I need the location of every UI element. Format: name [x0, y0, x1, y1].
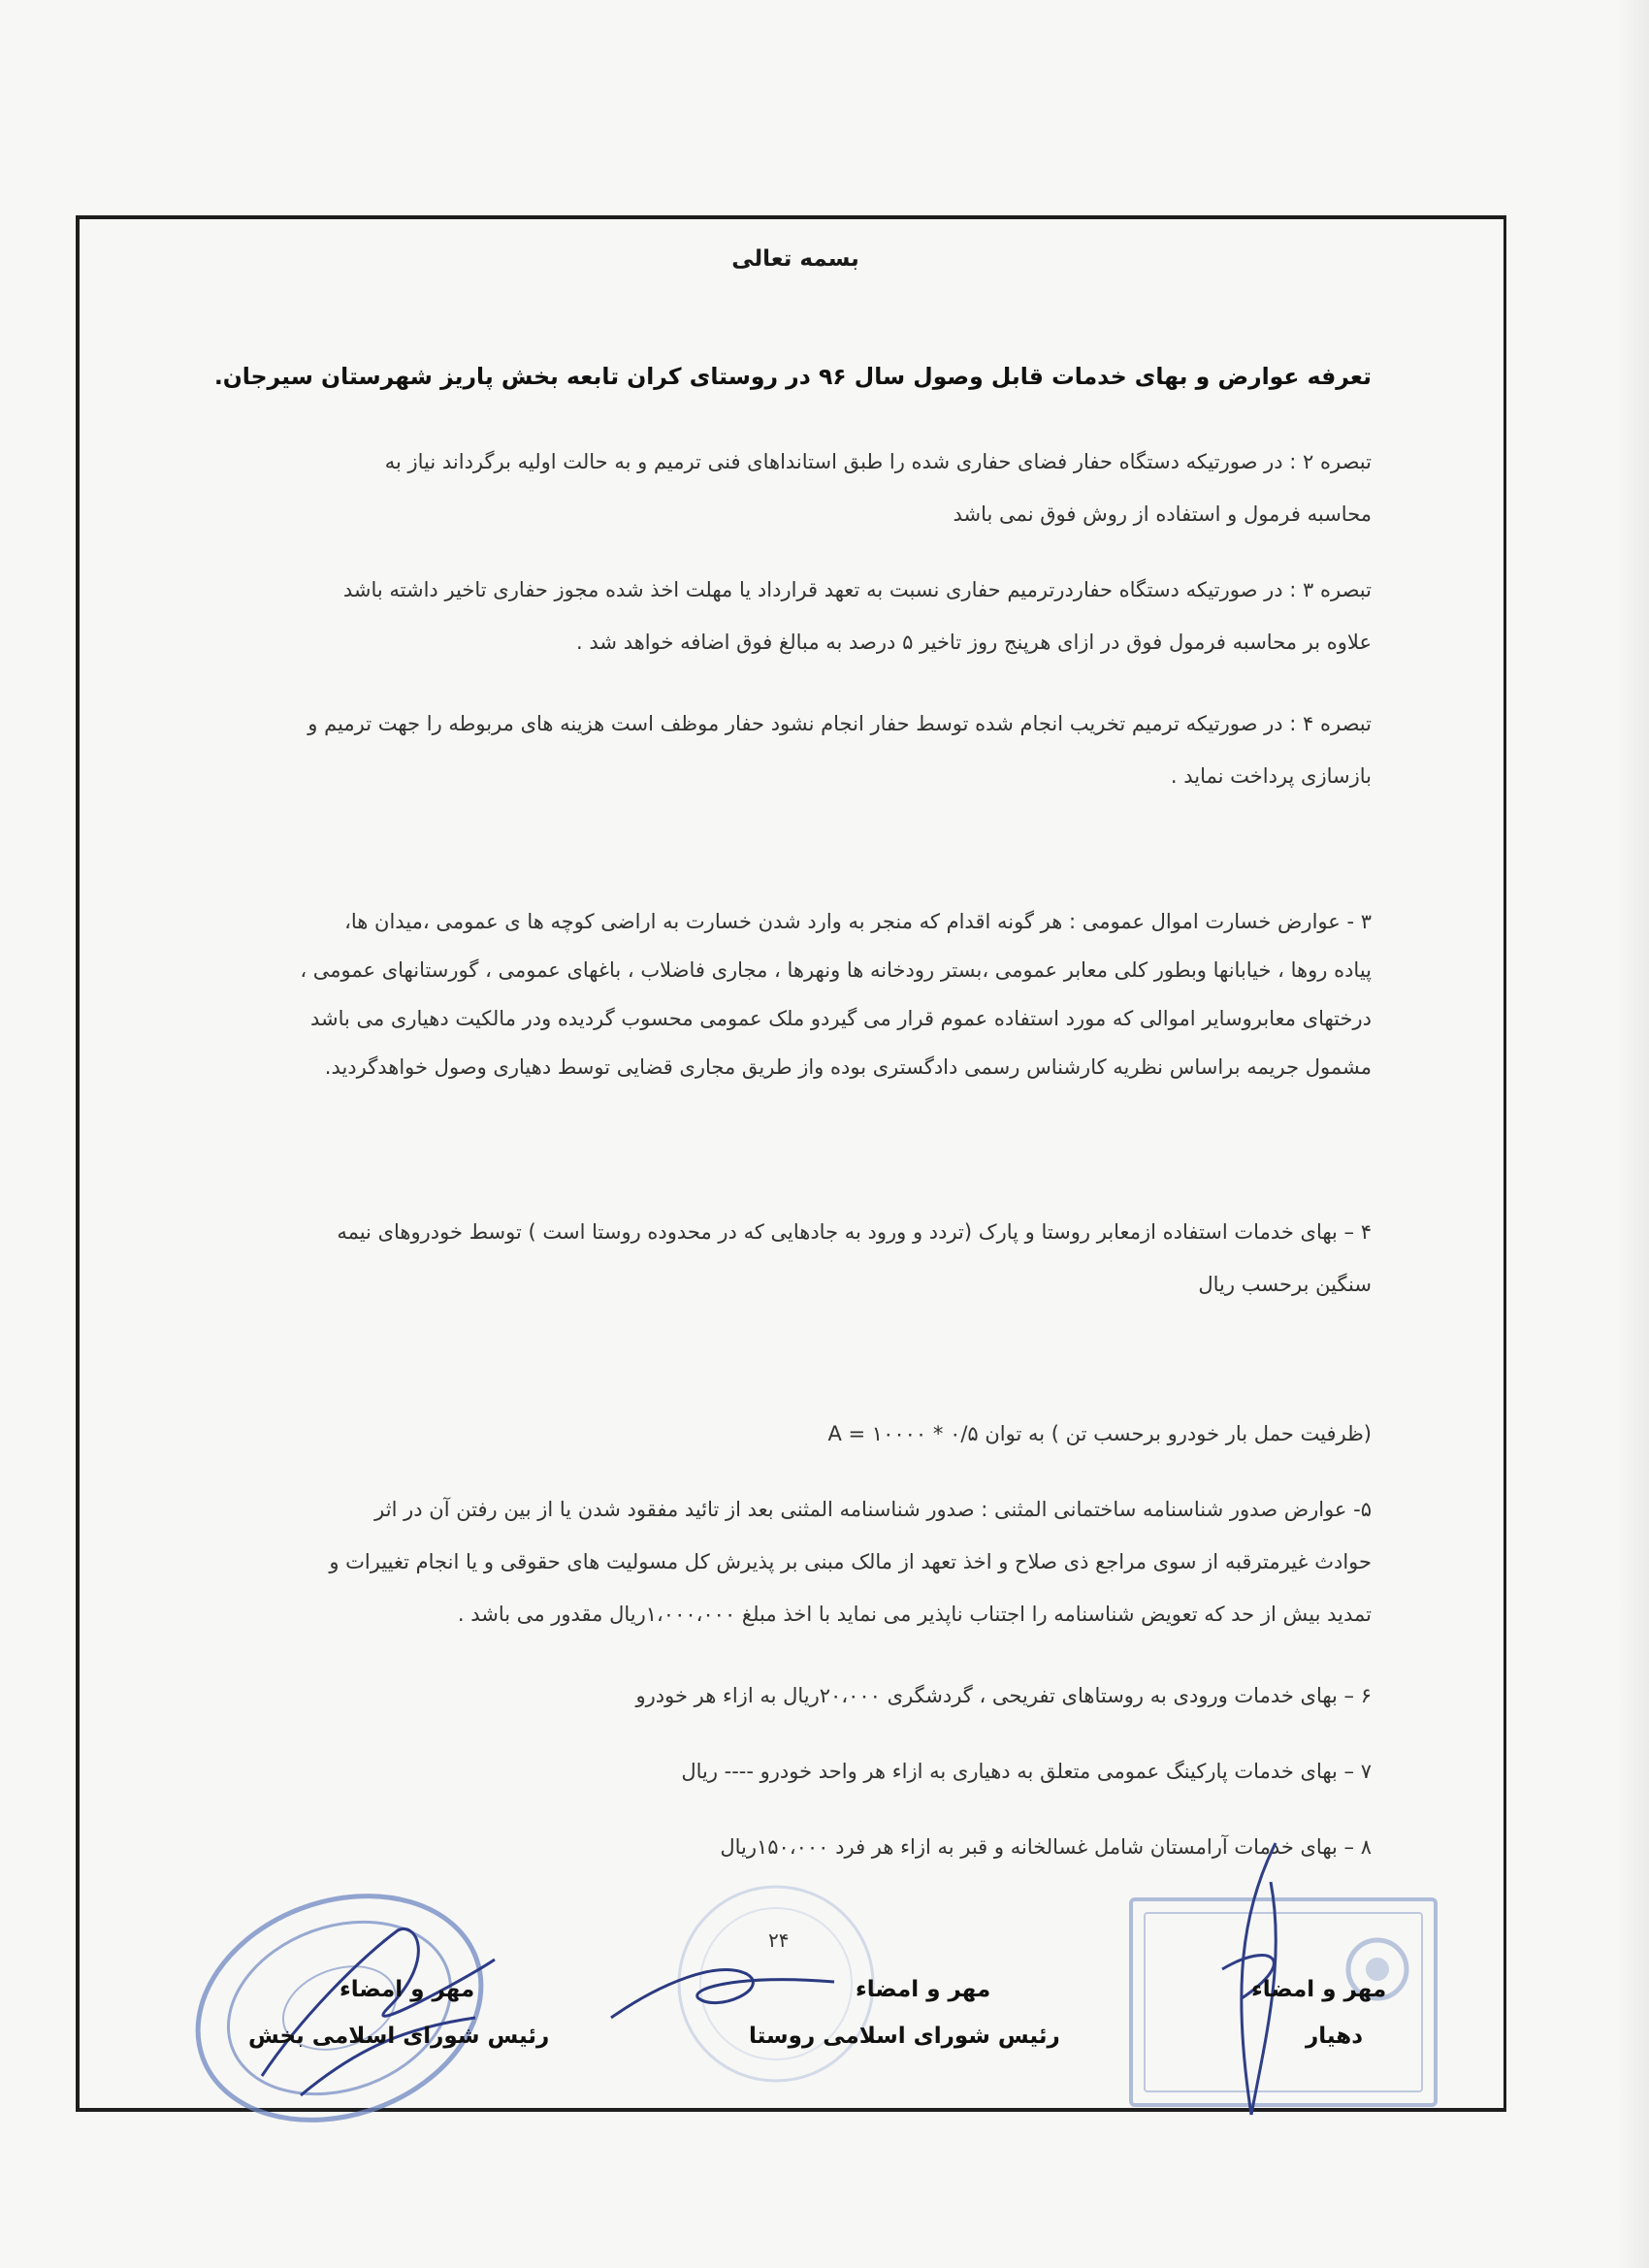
- item-5-line-3: تمدید بیش از حد که تعویض شناسنامه را اجتناب ناپذیر می نماید با اخذ مبلغ ۱،۰۰۰،۰۰۰ریال مقدور می باشد .: [457, 1603, 1372, 1626]
- page-number: ۲۴: [768, 1928, 790, 1952]
- dehyar-seal-label: مهر و امضاء: [1251, 1977, 1387, 2002]
- district-head-signature: [242, 1901, 514, 2115]
- note-2-line-1: تبصره ۲ : در صورتیکه دستگاه حفار فضای حفاری شده را طبق استانداهای فنی ترمیم و به حالت اولیه برگرداند نیاز به: [384, 450, 1372, 473]
- item-3-line-3: درختهای معابروسایر اموالی که مورد استفاده عموم قرار می گیردو ملک عمومی محسوب گردیده ودر مالکیت دهیاری می باشد: [309, 1007, 1372, 1030]
- scan-shadow: [1616, 0, 1649, 2268]
- dehyar-role: دهیار: [1306, 2024, 1364, 2049]
- item-5-line-1: ۵- عوارض صدور شناسنامه ساختمانی المثنی : صدور شناسنامه المثنی بعد از تائید مفقود شدن یا از بین رفتن آن در اثر: [374, 1498, 1372, 1521]
- village-head-signature: [601, 1945, 844, 2032]
- item-5-line-2: حوادث غیرمترقبه از سوی مراجع ذی صلاح و اخذ تعهد از مالک مبنی بر پذیرش کل مسولیت های حقوقی و یا انجام تغییرات و: [329, 1550, 1372, 1573]
- village-council-head-role: رئیس شورای اسلامی روستا: [749, 2024, 1060, 2049]
- item-7: ۷ – بهای خدمات پارکینگ عمومی متعلق به دهیاری به ازاء هر واحد خودرو ---- ریال: [681, 1760, 1372, 1783]
- item-3-line-1: ۳ - عوارض خسارت اموال عمومی : هر گونه اقدام که منجر به وارد شدن خسارت به اراضی کوچه ها ی عمومی ،میدان ها،: [344, 910, 1372, 933]
- note-2-line-2: محاسبه فرمول و استفاده از روش فوق نمی باشد: [953, 502, 1372, 526]
- item-4-line-2: سنگین برحسب ریال: [1198, 1273, 1372, 1296]
- item-6: ۶ – بهای خدمات ورودی به روستاهای تفریحی ، گردشگری ۲۰،۰۰۰ریال به ازاء هر خودرو: [635, 1684, 1372, 1707]
- district-council-seal-label: مهر و امضاء: [340, 1977, 475, 2002]
- item-8: ۸ – بهای خدمات آرامستان شامل غسالخانه و قبر به ازاء هر فرد ۱۵۰،۰۰۰ریال: [720, 1835, 1372, 1859]
- item-3-line-2: پیاده روها ، خیابانها وبطور کلی معابر عمومی ،بستر رودخانه ها ونهرها ، مجاری فاضلاب ، باغهای عمومی ، گورستانهای عمومی ،: [300, 958, 1372, 982]
- note-3-line-2: علاوه بر محاسبه فرمول فوق در ازای هرپنج روز تاخیر ۵ درصد به مبالغ فوق اضافه خواهد شد .: [576, 631, 1372, 654]
- note-4-line-2: بازسازی پرداخت نماید .: [1170, 764, 1372, 788]
- note-4-line-1: تبصره ۴ : در صورتیکه ترمیم تخریب انجام شده توسط حفار انجام نشود حفار موظف است هزینه های مربوطه را جهت ترمیم و: [307, 712, 1372, 735]
- bismillah-heading: بسمه تعالی: [731, 246, 859, 272]
- item-4-line-1: ۴ – بهای خدمات استفاده ازمعابر روستا و پارک (تردد و ورود به جادهایی که در محدوده روستا است ) توسط خودروهای نیمه: [337, 1220, 1372, 1244]
- item-3-line-4: مشمول جریمه براساس نظریه کارشناس رسمی دادگستری بوده واز طریق مجاری قضایی توسط دهیاری وصول خواهدگردید.: [324, 1055, 1372, 1079]
- document-title: تعرفه عوارض و بهای خدمات قابل وصول سال ۹۶ در روستای کران تابعه بخش پاریز شهرستان سیرجان.: [213, 363, 1372, 390]
- formula: (ظرفیت حمل بار خودرو برحسب تن ) به توان ۰/۵ * ۱۰۰۰۰ = A: [827, 1422, 1372, 1445]
- note-3-line-1: تبصره ۳ : در صورتیکه دستگاه حفاردرترمیم حفاری نسبت به تعهد قرارداد یا مهلت اخذ شده مجوز حفاری تاخیر داشته باشد: [342, 578, 1372, 601]
- district-council-head-role: رئیس شورای اسلامی بخش: [248, 2024, 550, 2049]
- village-council-seal-label: مهر و امضاء: [856, 1977, 991, 2002]
